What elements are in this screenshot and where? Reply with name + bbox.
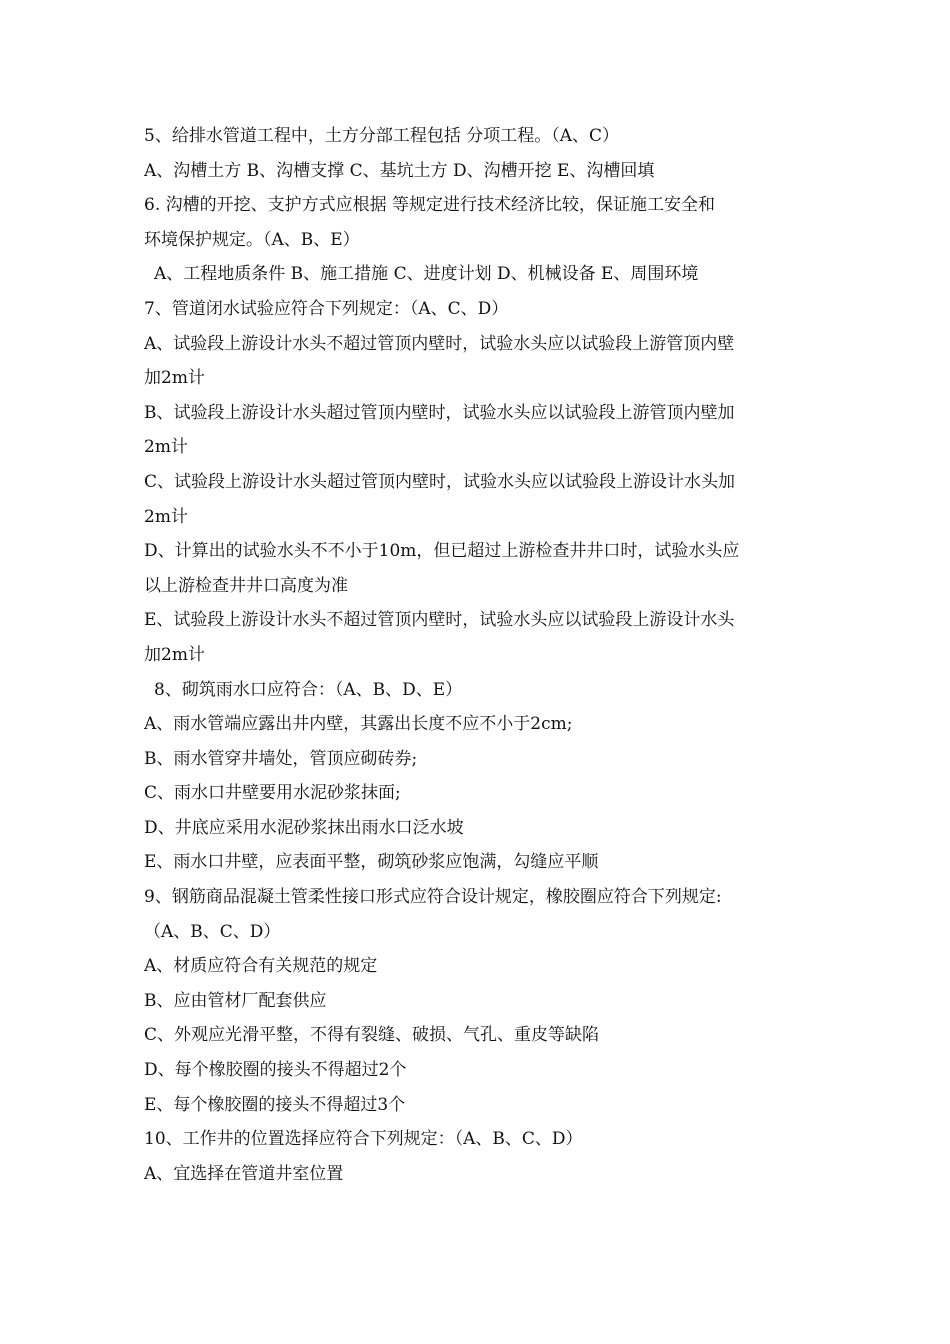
text-line: 2m计	[144, 506, 188, 527]
text-line: C、雨水口井壁要用水泥砂浆抹面;	[144, 783, 401, 804]
text-line: A、工程地质条件 B、施工措施 C、进度计划 D、机械设备 E、周围环境	[154, 264, 699, 285]
text-line: 2m计	[144, 437, 188, 458]
text-line: A、沟槽土方 B、沟槽支撑 C、基坑土方 D、沟槽开挖 E、沟槽回填	[144, 160, 655, 181]
text-line: B、应由管材厂配套供应	[144, 990, 327, 1011]
text-line: A、宜选择在管道井室位置	[144, 1163, 344, 1184]
text-line: 加2m计	[144, 644, 205, 665]
text-line: 6. 沟槽的开挖、支护方式应根据 等规定进行技术经济比较，保证施工安全和	[144, 195, 716, 216]
text-line: E、试验段上游设计水头不超过管顶内壁时，试验水头应以试验段上游设计水头	[144, 610, 735, 631]
text-line: D、每个橡胶圈的接头不得超过2个	[144, 1060, 407, 1081]
text-line: C、外观应光滑平整，不得有裂缝、破损、气孔、重皮等缺陷	[144, 1025, 600, 1046]
text-line: 10、工作井的位置选择应符合下列规定：（A、B、C、D）	[144, 1129, 583, 1150]
text-line: D、计算出的试验水头不不小于10m，但已超过上游检查井井口时，试验水头应	[144, 541, 740, 562]
text-line: C、试验段上游设计水头超过管顶内壁时，试验水头应以试验段上游设计水头加	[144, 471, 736, 492]
text-line: 环境保护规定。（A、B、E）	[144, 229, 360, 250]
text-line: 9、钢筋商品混凝土管柔性接口形式应符合设计规定，橡胶圈应符合下列规定:	[144, 887, 722, 908]
document-body	[144, 119, 824, 1191]
text-line: A、材质应符合有关规范的规定	[144, 956, 378, 977]
text-line: 8、砌筑雨水口应符合：（A、B、D、E）	[154, 679, 463, 700]
text-line: B、雨水管穿井墙处，管顶应砌砖券;	[144, 748, 418, 769]
text-line: 加2m计	[144, 368, 205, 389]
text-line: 5、给排水管道工程中，土方分部工程包括 分项工程。（A、C）	[144, 126, 620, 146]
text-line: E、雨水口井壁，应表面平整，砌筑砂浆应饱满，勾缝应平顺	[144, 852, 599, 873]
text-line: D、井底应采用水泥砂浆抹出雨水口泛水坡	[144, 817, 464, 838]
text-line: E、每个橡胶圈的接头不得超过3个	[144, 1094, 406, 1115]
text-line: B、试验段上游设计水头超过管顶内壁时，试验水头应以试验段上游管顶内壁加	[144, 402, 735, 423]
text-line: （A、B、C、D）	[144, 921, 281, 942]
text-line: A、试验段上游设计水头不超过管顶内壁时，试验水头应以试验段上游管顶内壁	[144, 333, 735, 354]
text-line: A、雨水管端应露出井内壁，其露出长度不应不小于2cm;	[144, 714, 573, 735]
text-line: 以上游检查井井口高度为准	[144, 575, 348, 596]
text-line: 7、管道闭水试验应符合下列规定：（A、C、D）	[144, 298, 509, 319]
